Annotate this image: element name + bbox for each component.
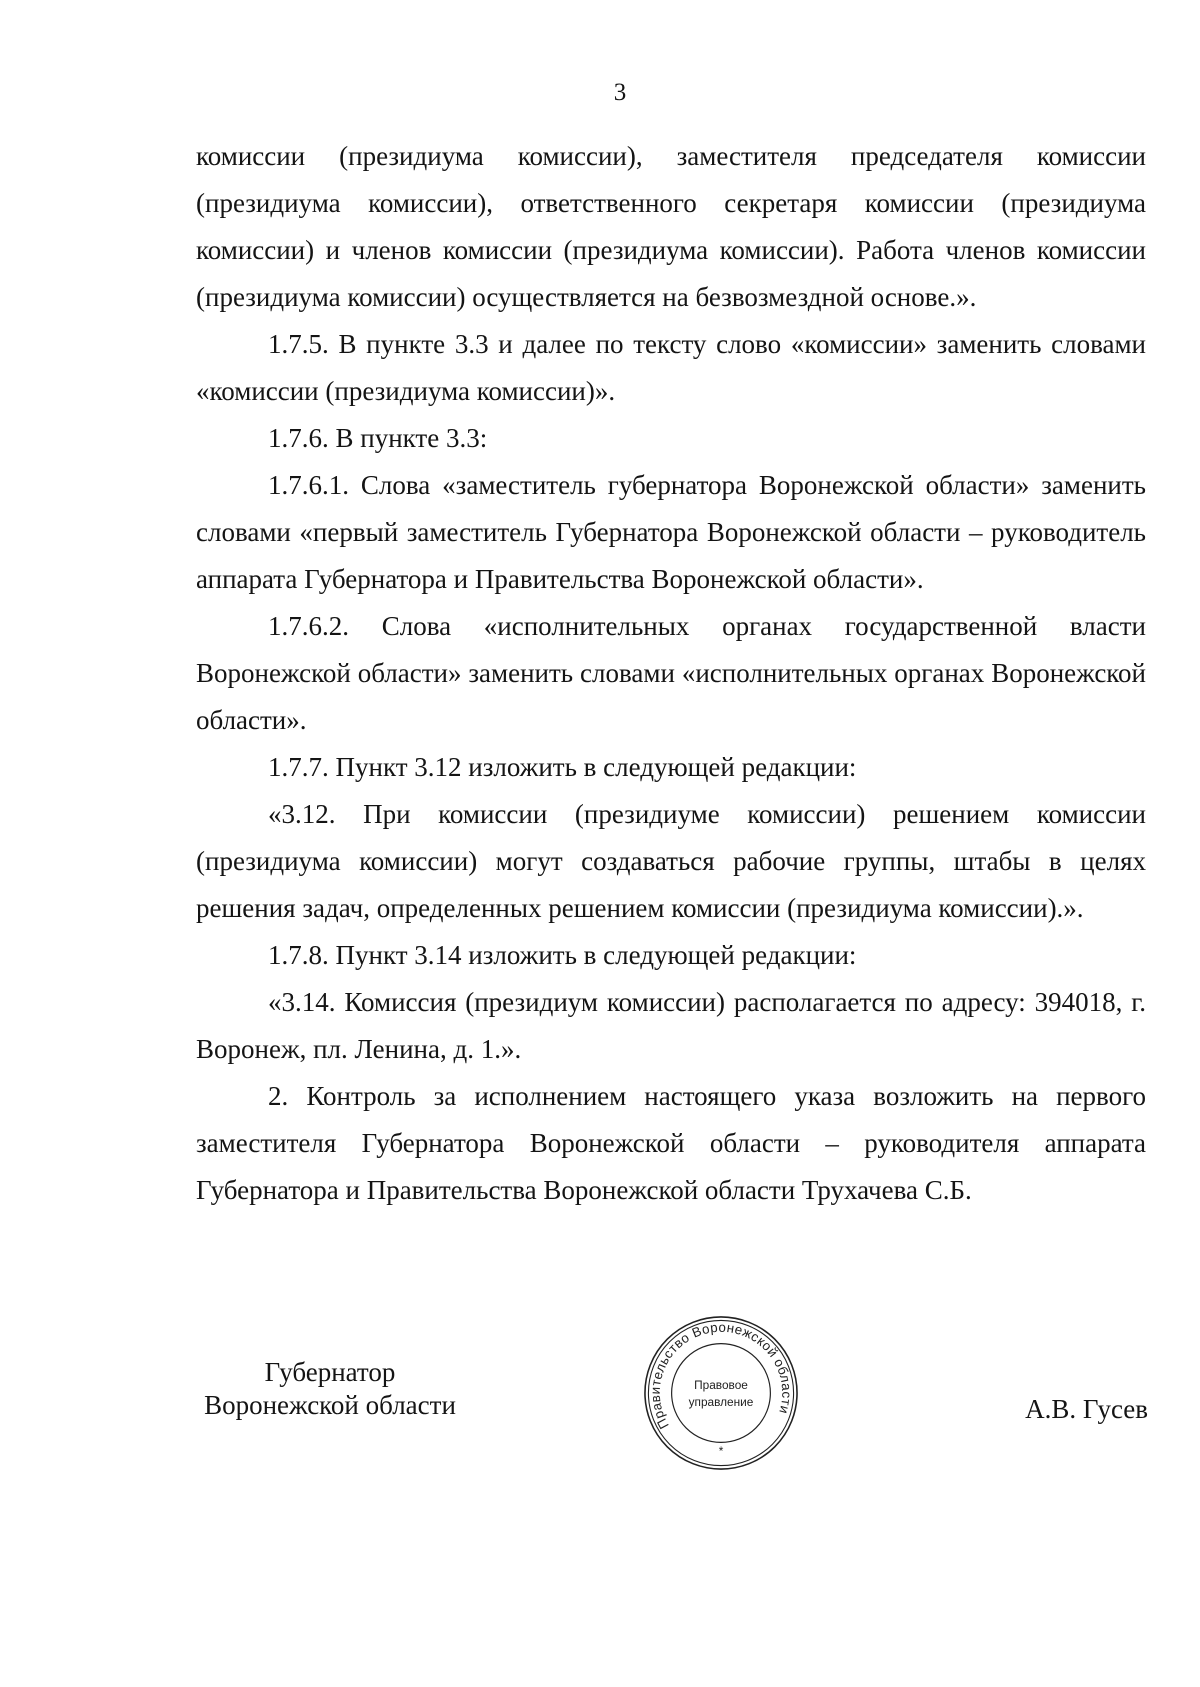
stamp-star: * bbox=[718, 1444, 724, 1459]
paragraph-1-7-7: 1.7.7. Пункт 3.12 изложить в следующей редакции: bbox=[268, 752, 857, 782]
paragraph-1-7-5: 1.7.5. В пункте 3.3 и далее по тексту слово «комиссии» заменить словами «комиссии (президиума комиссии)». bbox=[196, 329, 1146, 406]
signatory-position bbox=[180, 1356, 480, 1422]
page-number: 3 bbox=[613, 79, 627, 106]
paragraph-2-control: 2. Контроль за исполнением настоящего указа возложить на первого заместителя Губернатора Воронежской области – руководителя аппарата Губернатора и Правительства Воронежской области Трухачева С.Б. bbox=[196, 1081, 1146, 1205]
paragraph-1-7-8: 1.7.8. Пункт 3.14 изложить в следующей редакции: bbox=[268, 940, 857, 970]
stamp-inner-line2: управление bbox=[688, 1394, 754, 1409]
paragraph-quote-3-14: «3.14. Комиссия (президиум комиссии) располагается по адресу: 394018, г. Воронеж, пл. Ленина, д. 1.». bbox=[196, 987, 1146, 1064]
stamp-outer-text: Правительство Воронежской области bbox=[647, 1319, 795, 1432]
signatory-title: Губернатор bbox=[264, 1357, 396, 1387]
paragraph-continuation: комиссии (президиума комиссии), заместителя председателя комиссии (президиума комиссии), ответственного секретаря комиссии (президиума комиссии) и членов комиссии (президиума комиссии). Работа членов комиссии (президиума комиссии) осуществляется на безвозмездной основе.». bbox=[196, 141, 1146, 312]
signatory-name: А.В. Гусев bbox=[1025, 1394, 1148, 1424]
document-body bbox=[196, 133, 1146, 1214]
paragraph-1-7-6-2: 1.7.6.2. Слова «исполнительных органах государственной власти Воронежской области» заменить словами «исполнительных органах Воронежской области». bbox=[196, 611, 1146, 735]
signatory-region: Воронежской области bbox=[204, 1390, 456, 1420]
paragraph-1-7-6-1: 1.7.6.1. Слова «заместитель губернатора Воронежской области» заменить словами «первый заместитель Губернатора Воронежской области – руководитель аппарата Губернатора и Правительства Воронежской области». bbox=[196, 470, 1146, 594]
official-stamp bbox=[642, 1314, 800, 1472]
stamp-inner-line1: Правовое bbox=[694, 1378, 748, 1393]
paragraph-quote-3-12: «3.12. При комиссии (президиуме комиссии) решением комиссии (президиума комиссии) могут создаваться рабочие группы, штабы в целях решения задач, определенных решением комиссии (президиума комиссии).». bbox=[196, 799, 1146, 923]
paragraph-1-7-6: 1.7.6. В пункте 3.3: bbox=[268, 423, 488, 453]
